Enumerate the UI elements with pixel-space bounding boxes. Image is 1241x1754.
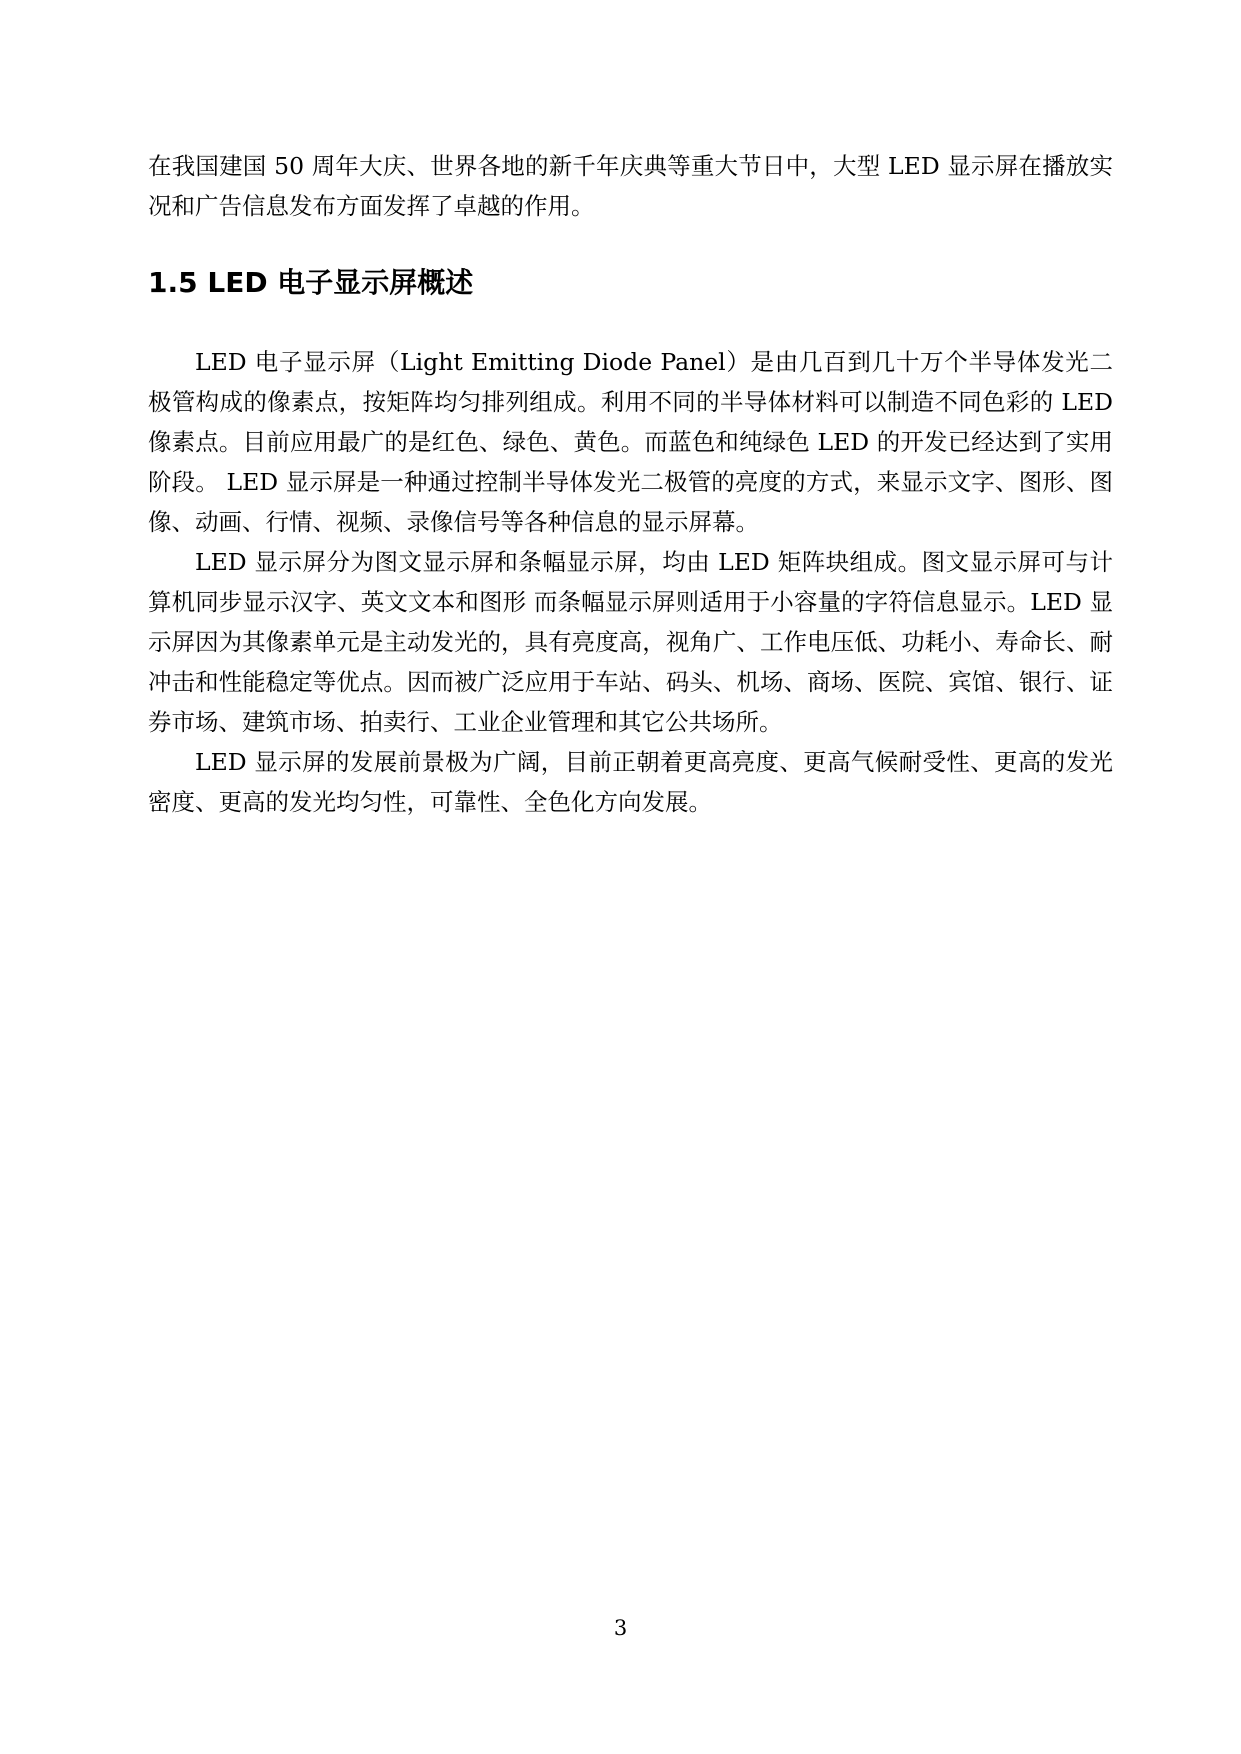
section-heading: 1.5 LED 电子显示屏概述 xyxy=(148,266,474,299)
paragraph-led-types: LED 显示屏分为图文显示屏和条幅显示屏，均由 LED 矩阵块组成。图文显示屏可与计算机同步显示汉字、英文文本和图形 而条幅显示屏则适用于小容量的字符信息显示。LED 显示屏因为其像素单元是主动发光的，具有亮度高，视角广、工作电压低、功耗小、寿命长、耐冲击和性能稳定等优点。因而被广泛应用于车站、码头、机场、商场、医院、宾馆、银行、证券市场、建筑市场、拍卖行、工业企业管理和其它公共场所。 xyxy=(148,548,1113,736)
intro-paragraph: 在我国建国 50 周年大庆、世界各地的新千年庆典等重大节日中，大型 LED 显示屏在播放实况和广告信息发布方面发挥了卓越的作用。 xyxy=(148,152,1113,220)
section-body xyxy=(148,342,1113,822)
paragraph-led-definition: LED 电子显示屏（Light Emitting Diode Panel）是由几百到几十万个半导体发光二极管构成的像素点，按矩阵均匀排列组成。利用不同的半导体材料可以制造不同色彩的 LED 像素点。目前应用最广的是红色、绿色、黄色。而蓝色和纯绿色 LED 的开发已经达到了实用阶段。 LED 显示屏是一种通过控制半导体发光二极管的亮度的方式，来显示文字、图形、图像、动画、行情、视频、录像信号等各种信息的显示屏幕。 xyxy=(148,348,1113,536)
paragraph-led-prospects: LED 显示屏的发展前景极为广阔，目前正朝着更高亮度、更高气候耐受性、更高的发光密度、更高的发光均匀性，可靠性、全色化方向发展。 xyxy=(148,748,1113,816)
page-number: 3 xyxy=(613,1616,628,1640)
